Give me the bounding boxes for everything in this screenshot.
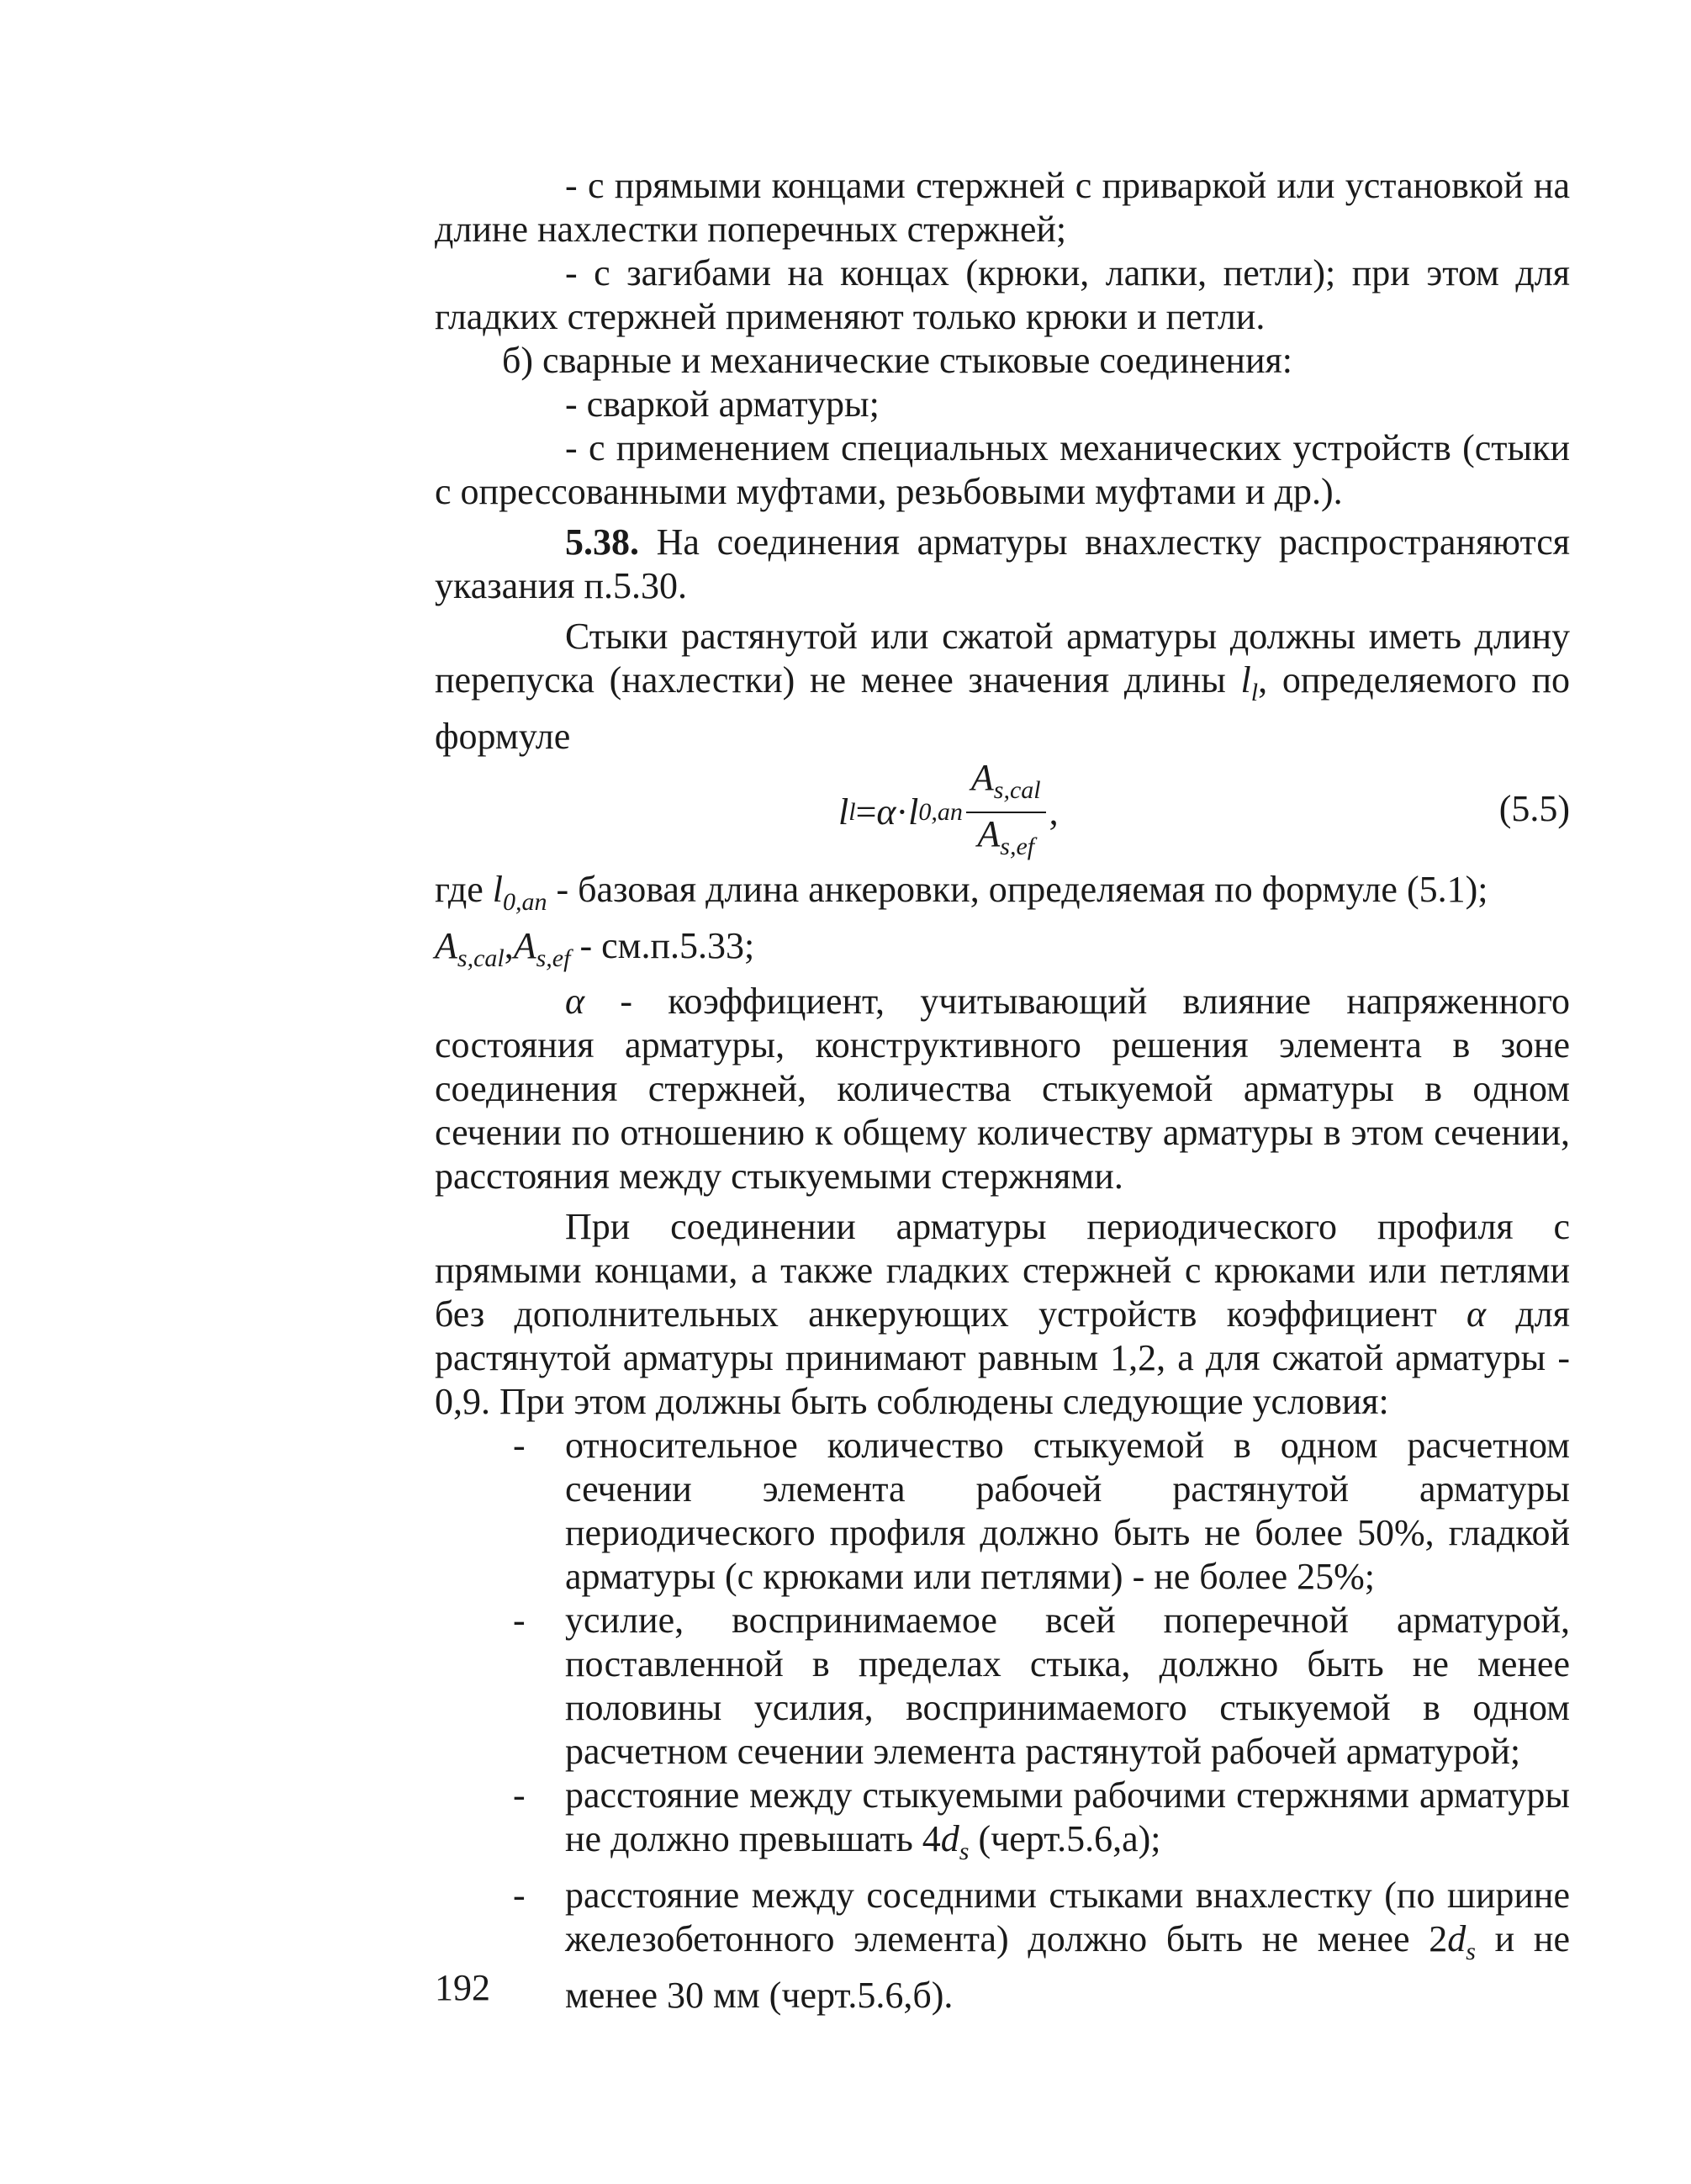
fraction-numerator: $A_{s,cal}$ — [966, 759, 1046, 813]
paragraph-alpha-values: При соединении арматуры периодического профиля с прямыми концами, а также гладких стержней с крюками или петлями без дополнительных анкерующих устройств коэффициент α для растянутой арматуры принимают равным 1,2, а для сжатой арматуры - 0,9. При этом должны быть соблюдены следующие условия: — [435, 1206, 1570, 1423]
where-alpha: α - коэффициент, учитывающий влияние напряженного состояния арматуры, конструктивного решения элемента в зоне соединения стержней, количества стыкуемой арматуры в одном сечении по отношению к общему количеству арматуры в этом сечении, расстояния между стыкуемыми стержнями. — [435, 981, 1570, 1198]
list-line-bends: - с загибами на концах (крюки, лапки, петли); при этом для гладких стержней применяют только крюки и петли. — [435, 252, 1570, 337]
equation-number: (5.5) — [1498, 787, 1570, 829]
list-line-welded: б) сварные и механические стыковые соединения: — [502, 340, 1292, 381]
formula-5-5 — [435, 757, 1570, 863]
formula-expression: l l = α · l 0,an $\frac{A_{s,cal}}{A_{s,ef}}$ , — [838, 762, 1059, 863]
list-line-straight-ends: - с прямыми концами стержней с приваркой или установкой на длине нахлестки поперечных стержней; — [435, 165, 1570, 250]
alpha-symbol: α — [565, 981, 585, 1023]
where-areas: $A_{s,cal},A_{s,ef} - см.п.5.33$; — [435, 924, 755, 972]
list-line-welding: - сваркой арматуры; — [565, 383, 880, 425]
section-5-38: 5.38. На соединения арматуры внахлестку распространяются указания п.5.30. — [435, 521, 1570, 606]
paragraph-joints: Стыки растянутой или сжатой арматуры должны иметь длину перепуска (нахлестки) не менее значения длины $l_l$, определяемого по формуле — [435, 616, 1570, 757]
section-number: 5.38. — [565, 521, 639, 563]
alpha-symbol: α — [1466, 1293, 1487, 1335]
list-item: - относительное количество стыкуемой в одном расчетном сечении элемента рабочей растянутой арматуры периодического профиля должно быть не более 50%, гладкой арматуры (с крюками или петлями) - не более 25%; — [513, 1425, 1570, 1598]
list-item: - усилие, воспринимаемое всей поперечной арматурой, поставленной в пределах стыка, должно быть не менее половины усилия, воспринимаемого стыкуемой в одном расчетном сечении элемента растянутой рабочей арматурой; — [513, 1600, 1570, 1773]
where-l0an: где $l_{0,an}$ - базовая длина анкеровки, определяемая по формуле (5.1); — [435, 868, 1488, 916]
alpha-symbol: α — [876, 791, 896, 833]
conditions-list — [435, 1424, 1570, 2017]
fraction-denominator: $A_{s,ef}$ — [977, 812, 1035, 860]
formula-fraction — [966, 759, 1046, 866]
body-text — [435, 164, 1570, 2017]
list-item: - расстояние между соседними стыками внахлестку (по ширине железобетонного элемента) должно быть не менее $2d_s$ и не менее 30 мм (черт.5.6,б). — [513, 1875, 1571, 2016]
page-number: 192 — [435, 1967, 490, 2008]
list-item: - расстояние между стыкуемыми рабочими стержнями арматуры не должно превышать $4d_s$ (черт.5.6,а); — [513, 1774, 1570, 1866]
list-line-mechanical: - с применением специальных механических устройств (стыки с опрессованными муфтами, резьбовыми муфтами и др.). — [435, 427, 1570, 512]
